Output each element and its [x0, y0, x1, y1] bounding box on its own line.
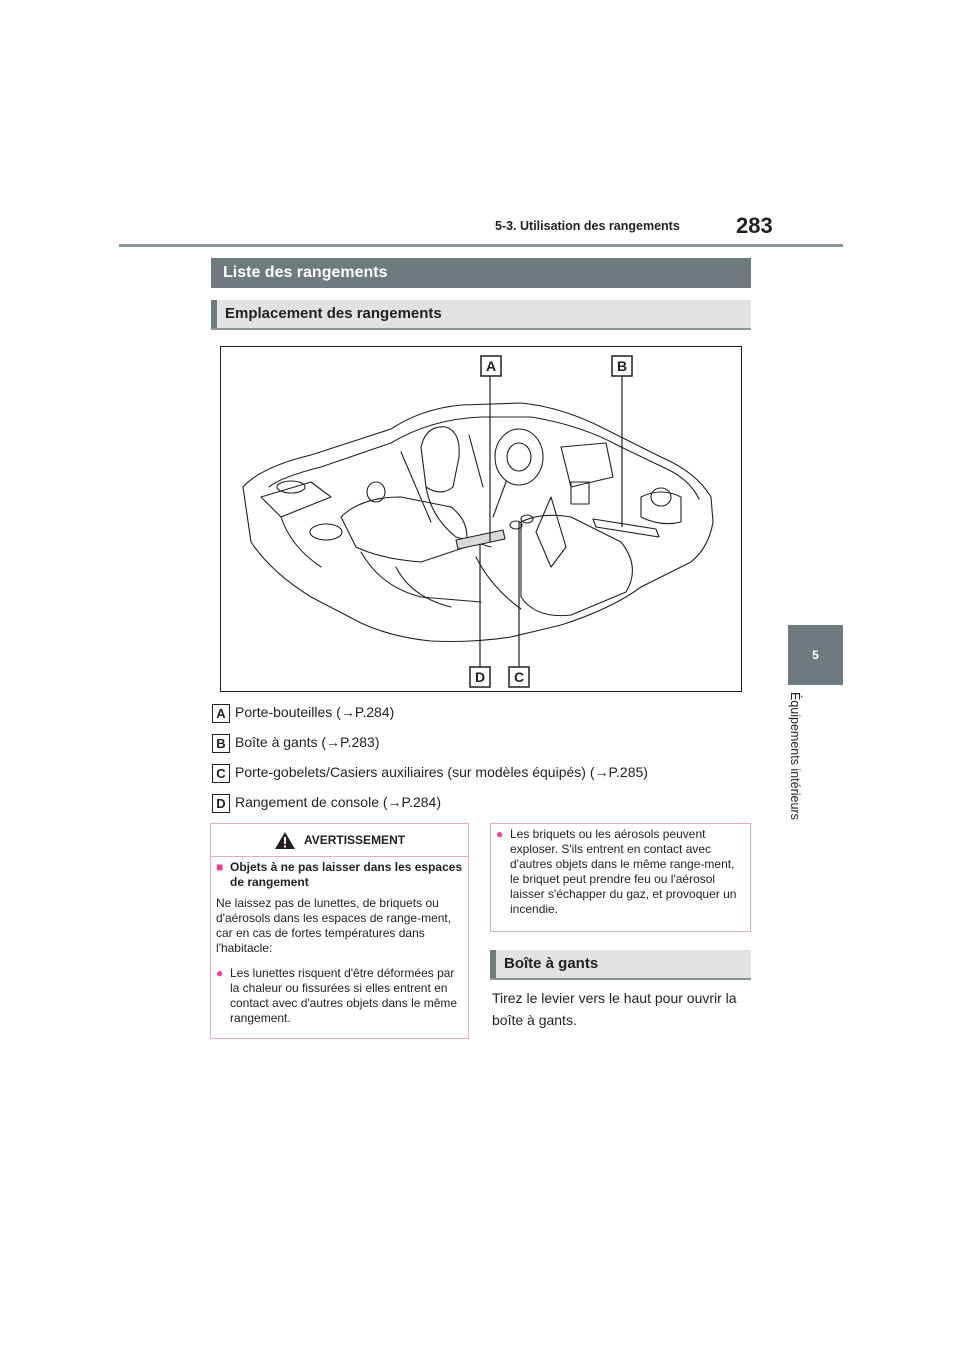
- bullet-dot-icon: ●: [496, 827, 504, 841]
- legend-text-a: Porte-bouteilles (→P.284): [235, 704, 395, 720]
- legend-item-b: [212, 732, 380, 753]
- chapter-number: 5: [812, 648, 819, 662]
- legend-item-d: [212, 792, 441, 813]
- warning-bullet-1: [216, 966, 464, 1026]
- legend-badge-c: C: [212, 764, 230, 783]
- warning-box-continued: [490, 823, 751, 932]
- chapter-title-vertical: [780, 692, 810, 852]
- warning-title: AVERTISSEMENT: [303, 833, 406, 847]
- page-number: 283: [736, 213, 773, 238]
- callout-c-label: C: [513, 669, 525, 685]
- car-interior-illustration: [221, 347, 740, 690]
- legend-text-c: Porte-gobelets/Casiers auxiliaires (sur modèles équipés) (→P.285): [235, 764, 648, 780]
- callout-a-label: A: [485, 358, 497, 374]
- warning-bullet-1-text: Les lunettes risquent d'être déformées par la chaleur ou fissurées si elles entrent en contact avec d'autres objets dans le même rangement.: [230, 966, 458, 1025]
- chapter-title: Équipements intérieurs: [788, 692, 802, 820]
- warning-heading-text: Objets à ne pas laisser dans les espaces de rangement: [230, 860, 463, 889]
- legend-badge-b: B: [212, 734, 230, 753]
- subsection-glovebox-label: Boîte à gants: [504, 955, 599, 972]
- header-section-title: 5-3. Utilisation des rangements: [495, 219, 680, 233]
- square-bullet-icon: ■: [216, 860, 224, 874]
- header-rule: [119, 244, 843, 247]
- legend-text-d: Rangement de console (→P.284): [235, 794, 441, 810]
- warning-bullet-2: [496, 827, 746, 917]
- subsection-glovebox: [490, 950, 751, 980]
- legend-item-a: [212, 702, 394, 723]
- callout-b-label: B: [616, 358, 628, 374]
- glovebox-text: Tirez le levier vers le haut pour ouvrir la boîte à gants.: [492, 990, 737, 1028]
- warning-intro: Ne laissez pas de lunettes, de briquets ou d'aérosols dans les espaces de range-ment, car en cas de fortes températures dans l'habitacle:: [216, 896, 452, 955]
- subsection-location: [211, 300, 751, 330]
- subsection-location-label: Emplacement des rangements: [225, 305, 442, 322]
- bullet-dot-icon: ●: [216, 966, 224, 980]
- section-title: Liste des rangements: [211, 258, 751, 288]
- legend-badge-d: D: [212, 794, 230, 813]
- interior-figure: [220, 346, 742, 692]
- warning-header: [211, 824, 468, 857]
- warning-heading: [216, 860, 464, 890]
- legend-text-b: Boîte à gants (→P.283): [235, 734, 380, 750]
- chapter-tab: [788, 625, 843, 685]
- warning-box: [210, 823, 469, 1039]
- legend-badge-a: A: [212, 704, 230, 723]
- warning-triangle-icon: [274, 831, 296, 850]
- legend-item-c: [212, 762, 648, 783]
- callout-d-label: D: [474, 669, 486, 685]
- warning-bullet-2-text: Les briquets ou les aérosols peuvent exploser. S'ils entrent en contact avec d'autres objets dans le même range-ment, le briquet peut prendre feu ou l'aérosol laisser s'échapper du gaz, et provoquer un incendie.: [510, 827, 737, 916]
